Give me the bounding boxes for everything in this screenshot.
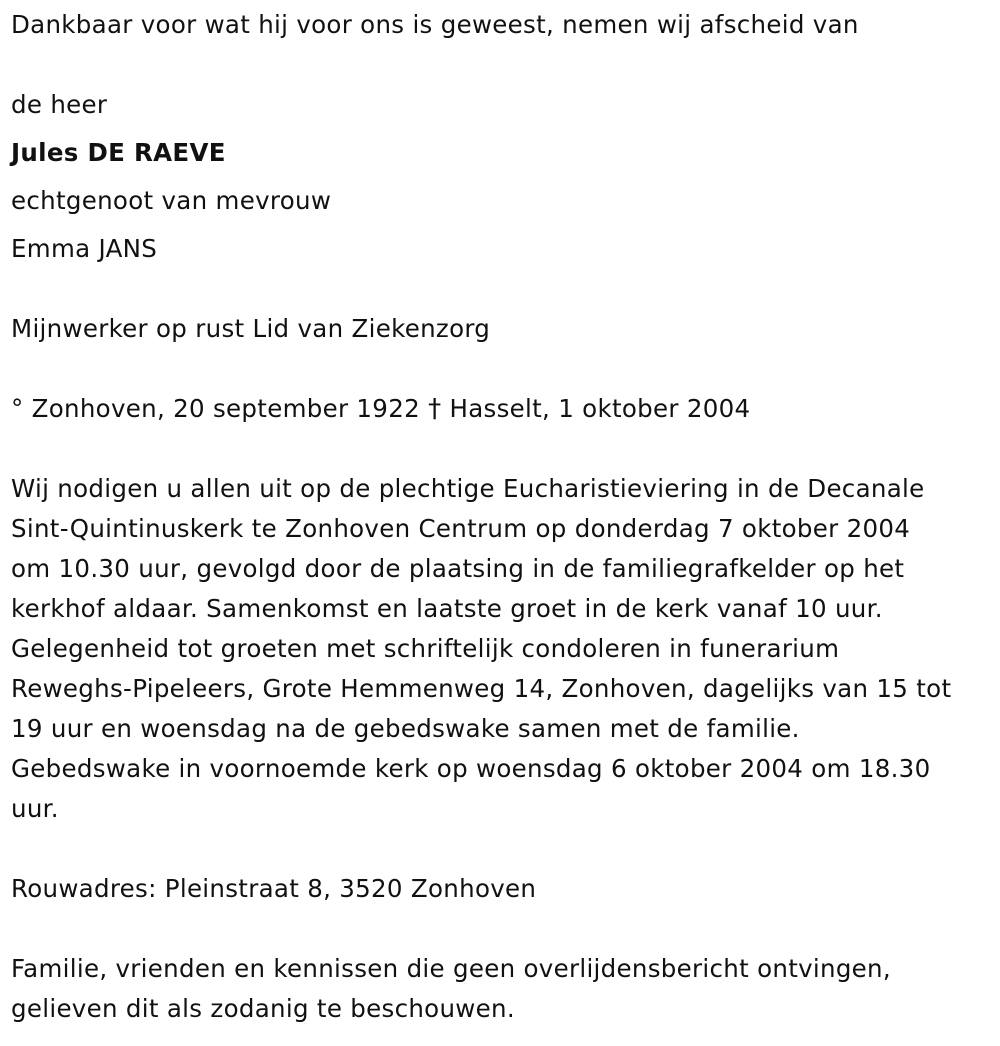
mourning-address: Rouwadres: Pleinstraat 8, 3520 Zonhoven [11,874,537,903]
birth-text: ° Zonhoven, 20 september 1922 [11,394,420,423]
ceremony-line: Sint-Quintinuskerk te Zonhoven Centrum op donderdag 7 oktober 2004 [11,514,911,543]
ceremony-line: uur. [11,794,59,823]
ceremony-line: Gebedswake in voornoemde kerk op woensdag 6 oktober 2004 om 18.30 [11,754,931,783]
closing-line: Familie, vrienden en kennissen die geen overlijdensbericht ontvingen, [11,954,891,983]
title-text: de heer [11,90,108,119]
ceremony-line: om 10.30 uur, gevolgd door de plaatsing in de familiegrafkelder op het [11,554,905,583]
birth-death-line [11,389,750,429]
ceremony-line: 19 uur en woensdag na de gebedswake samen met de familie. [11,714,800,743]
cross-icon: † [428,394,442,424]
ceremony-line: kerkhof aldaar. Samenkomst en laatste groet in de kerk vanaf 10 uur. [11,594,883,623]
closing-line: gelieven dit als zodanig te beschouwen. [11,994,515,1023]
ceremony-line: Gelegenheid tot groeten met schriftelijk condoleren in funerarium [11,634,840,663]
intro-text: Dankbaar voor wat hij voor ons is geweest, nemen wij afscheid van [11,10,859,39]
spouse-label: echtgenoot van mevrouw [11,186,332,215]
ceremony-line: Wij nodigen u allen uit op de plechtige Eucharistieviering in de Decanale [11,474,925,503]
death-text: Hasselt, 1 oktober 2004 [449,394,751,423]
ceremony-line: Reweghs-Pipeleers, Grote Hemmenweg 14, Zonhoven, dagelijks van 15 tot [11,674,952,703]
occupation-text: Mijnwerker op rust Lid van Ziekenzorg [11,314,491,343]
spouse-name: Emma JANS [11,234,158,263]
deceased-name: Jules DE RAEVE [11,138,226,167]
